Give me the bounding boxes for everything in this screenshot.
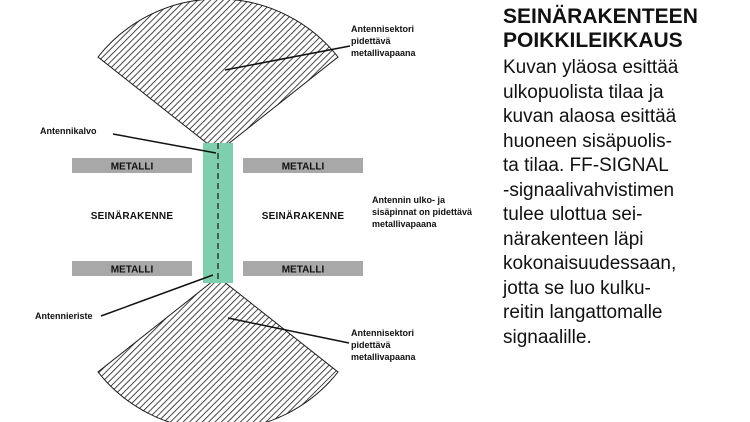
- section-heading: [503, 5, 748, 53]
- body-line-3: kuvan alaosa esittää: [503, 106, 677, 127]
- body-line-11: reitin langattomalle: [503, 302, 663, 323]
- body-line-4: huoneen sisäpuolis-: [503, 130, 673, 152]
- description-text: [503, 56, 748, 350]
- antenna-surfaces-label-line-3: metallivapaana: [372, 219, 437, 229]
- wall-structure-label-right: SEINÄRAKENNE: [261, 211, 345, 222]
- heading-line-1: SEINÄRAKENTEEN: [503, 5, 698, 28]
- antenna-surfaces-label-line-1: Antennin ulko- ja: [372, 195, 445, 205]
- sector-top-label-line-2: pidettävä: [351, 36, 391, 46]
- antenna-insulator-label: Antennieriste: [35, 311, 93, 321]
- sector-bottom-label-line-2: pidettävä: [351, 340, 391, 350]
- wall-structure-label-left: SEINÄRAKENNE: [90, 211, 174, 222]
- metal-label-bottom-right: METALLI: [281, 264, 325, 276]
- antenna-surfaces-label-line-2: sisäpinnat on pidettävä: [372, 207, 473, 217]
- body-line-9: kokonaisuudessaan,: [503, 253, 677, 274]
- body-line-8: närakenteen läpi: [503, 228, 644, 250]
- sector-bottom-label-line-3: metallivapaana: [351, 352, 416, 362]
- body-line-1: Kuvan yläosa esittää: [503, 57, 679, 78]
- sector-top-label-line-1: Antennisektori: [351, 24, 415, 34]
- metal-label-bottom-left: METALLI: [110, 264, 154, 276]
- antenna-sector-top: [98, 0, 338, 152]
- body-line-7: tulee ulottua sei-: [503, 204, 643, 225]
- sector-bottom-label-line-1: Antennisektori: [351, 328, 415, 338]
- body-line-12: signaalille.: [503, 326, 592, 348]
- metal-label-top-right: METALLI: [281, 161, 325, 173]
- metal-label-top-left: METALLI: [110, 161, 154, 173]
- antenna-element-label: Antennikalvo: [40, 126, 97, 136]
- body-line-10: jotta se luo kulku-: [503, 277, 651, 299]
- sector-bottom-label: [351, 328, 417, 362]
- body-line-6: -signaalivahvistimen: [503, 179, 675, 201]
- sector-top-label: [351, 24, 417, 58]
- antenna-surfaces-label: [372, 195, 475, 229]
- body-line-5: ta tilaa. FF-SIGNAL: [503, 155, 669, 176]
- heading-line-2: POIKKILEIKKAUS: [503, 29, 683, 52]
- antenna-sector-bottom: [98, 277, 338, 422]
- body-line-2: ulkopuolista tilaa ja: [503, 81, 664, 103]
- sector-top-label-line-3: metallivapaana: [351, 48, 416, 58]
